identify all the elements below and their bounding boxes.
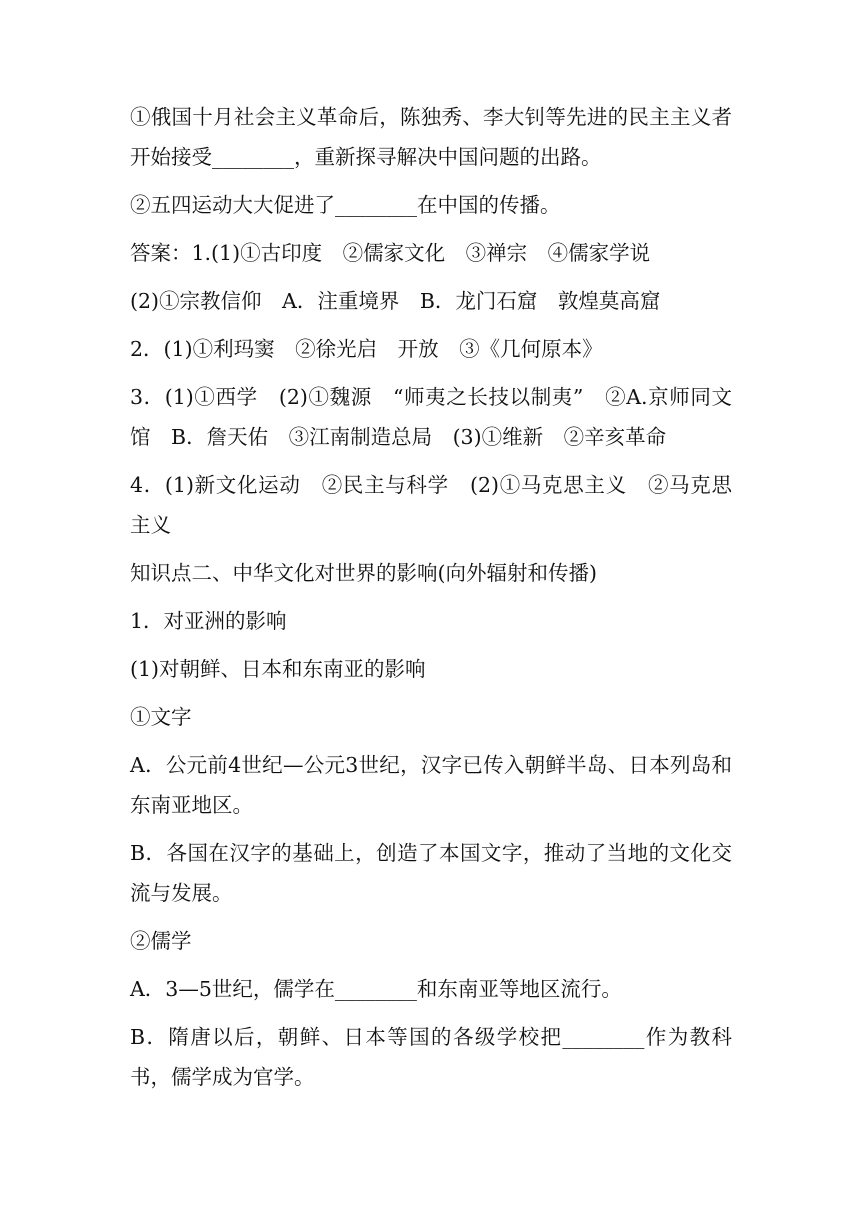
subheading-korea-japan-sea: (1)对朝鲜、日本和东南亚的影响 xyxy=(130,657,426,681)
paragraph-confucianism-b: B．隋唐以后，朝鲜、日本等国的各级学校把________作为教科书，儒学成为官学。 xyxy=(130,1025,732,1089)
paragraph-answer-1-2: (2)①宗教信仰 A．注重境界 B．龙门石窟 敦煌莫高窟 xyxy=(130,289,661,313)
document-body xyxy=(130,97,732,1105)
paragraph-answer-2: 2．(1)①利玛窦 ②徐光启 开放 ③《几何原本》 xyxy=(130,337,603,361)
subheading-characters: ①文字 xyxy=(130,705,192,729)
paragraph-characters-a: A．公元前4世纪—公元3世纪，汉字已传入朝鲜半岛、日本列岛和东南亚地区。 xyxy=(130,753,732,817)
paragraph-answer-1-1: 答案：1.(1)①古印度 ②儒家文化 ③禅宗 ④儒家学说 xyxy=(130,241,651,265)
subheading-asia-influence: 1．对亚洲的影响 xyxy=(130,609,287,633)
subheading-confucianism: ②儒学 xyxy=(130,929,192,953)
paragraph-characters-b: B．各国在汉字的基础上，创造了本国文字，推动了当地的文化交流与发展。 xyxy=(130,841,732,905)
paragraph-answer-3: 3．(1)①西学 (2)①魏源 “师夷之长技以制夷” ②A.京师同文馆 B．詹天佑 ③江南制造总局 (3)①维新 ②辛亥革命 xyxy=(130,385,732,449)
section-heading-knowledge-point-2: 知识点二、中华文化对世界的影响(向外辐射和传播) xyxy=(130,561,597,585)
paragraph-revolution-intro: ①俄国十月社会主义革命后，陈独秀、李大钊等先进的民主主义者开始接受________，重新探寻解决中国问题的出路。 xyxy=(130,105,732,169)
paragraph-answer-4: 4．(1)新文化运动 ②民主与科学 (2)①马克思主义 ②马克思主义 xyxy=(130,473,732,537)
paragraph-may-fourth: ②五四运动大大促进了________在中国的传播。 xyxy=(130,193,561,217)
paragraph-confucianism-a: A．3—5世纪，儒学在________和东南亚等地区流行。 xyxy=(130,977,622,1001)
